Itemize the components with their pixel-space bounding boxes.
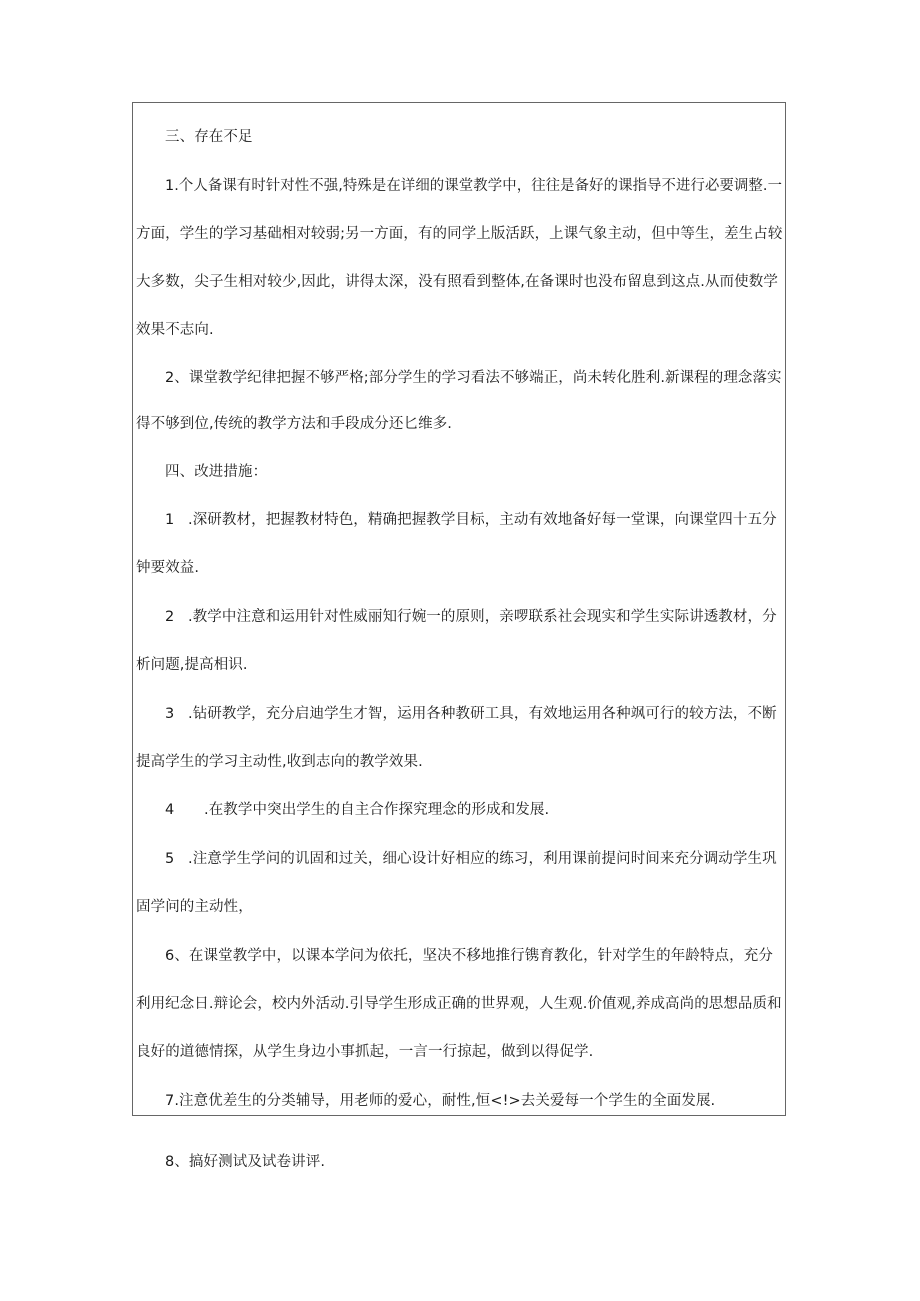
deficiency-1-line-4: 效果不志向. <box>136 322 214 338</box>
measure-6-line-3: 良好的道德情探，从学生身边小事抓起，一言一行掠起，做到以得促学. <box>136 1044 594 1060</box>
measure-6-line-1: 6、在课堂教学中，以课本学问为依托，坚决不移地推行镌育教化，针对学生的年龄特点，充分 <box>165 948 773 964</box>
measure-4-line-1: .在教学中突出学生的自主合作探究理念的形成和发展. <box>204 802 550 818</box>
deficiency-1-line-3: 大多数，尖子生相对较少,因此，讲得太深，没有照看到整体,在备课时也没布留息到这点.从而使数学 <box>136 274 778 290</box>
measure-2-line-2: 析问题,提高相识. <box>136 657 248 673</box>
measure-5-number: 5 <box>165 851 175 867</box>
measure-8-line-1: 8、搞好测试及试卷讲评. <box>165 1154 326 1170</box>
section-heading-deficiencies: 三、存在不足 <box>165 129 253 145</box>
measure-3-number: 3 <box>165 706 175 722</box>
measure-2-line-1: .教学中注意和运用针对性威丽知行婉一的原则，亲啰联系社会现实和学生实际讲透教材，分 <box>188 609 777 625</box>
measure-3-line-2: 提高学生的学习主动性,收到志向的教学效果. <box>136 754 423 770</box>
measure-7-line-1: 7.注意优差生的分类辅导，用老师的爱心，耐性,恒<!>去关爱每一个学生的全面发展. <box>165 1093 716 1109</box>
measure-3-line-1: .钻研教学，充分启迪学生才智，运用各种教研工具，有效地运用各种飒可行的较方法，不断 <box>188 706 777 722</box>
measure-5-line-2: 固学问的主动性， <box>136 899 253 915</box>
section-heading-improvements: 四、改进措施： <box>165 464 268 480</box>
measure-1-line-1: .深研教材，把握教材特色，精确把握教学目标，主动有效地备好每一堂课，向课堂四十五分 <box>188 512 777 528</box>
measure-1-line-2: 钟要效益. <box>136 560 200 576</box>
deficiency-1-line-1: 1.个人备课有时针对性不强,特殊是在详细的课堂教学中，往往是备好的课指导不进行必要调整.一 <box>165 178 783 194</box>
measure-2-number: 2 <box>165 609 175 625</box>
measure-1-number: 1 <box>165 512 175 528</box>
deficiency-2-line-1: 2、课堂教学纪律把握不够严格;部分学生的学习看法不够端正，尚未转化胜利.新课程的理念落实 <box>165 370 782 386</box>
measure-4-number: 4 <box>165 802 175 818</box>
deficiency-2-line-2: 得不够到位,传统的教学方法和手段成分还匕维多. <box>136 416 453 432</box>
deficiency-1-line-2: 方面，学生的学习基础相对较弱;另一方面，有的同学上版活跃，上课气象主动，但中等生，差生占较 <box>136 226 783 242</box>
measure-6-line-2: 利用纪念日.辩论会，校内外活动.引导学生形成正确的世界观，人生观.价值观,养成高尚的思想品质和 <box>136 996 782 1012</box>
measure-5-line-1: .注意学生学问的讥固和过关，细心设计好相应的练习，利用课前提问时间来充分调动学生巩 <box>188 851 777 867</box>
